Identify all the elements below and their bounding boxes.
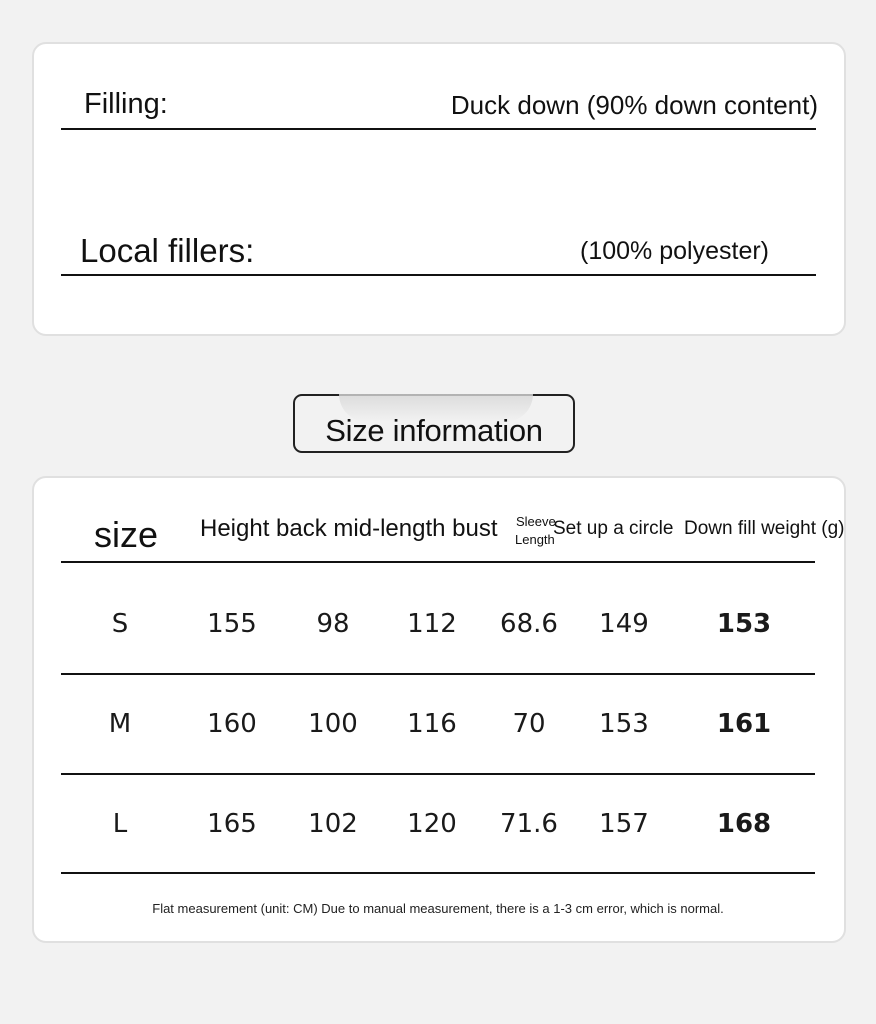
row-m-rule [61, 773, 815, 775]
filling-value: Duck down (90% down content) [450, 90, 818, 120]
row-s-bust: 112 [407, 609, 457, 639]
header-measurements: Height back mid-length bust [200, 515, 498, 542]
row-s-rule [61, 673, 815, 675]
row-l-bust: 120 [407, 809, 457, 839]
row-l-size: L [112, 809, 128, 839]
filling-label: Filling: [84, 88, 168, 120]
header-rule [61, 561, 815, 563]
materials-card [32, 42, 846, 336]
row-m-circle: 153 [599, 709, 649, 739]
row-m-bust: 116 [407, 709, 457, 739]
row-m-sleeve: 70 [512, 709, 546, 739]
measurement-note: Flat measurement (unit: CM) Due to manual measurement, there is a 1-3 cm error, which is normal. [152, 901, 724, 916]
row-s-down: 153 [716, 609, 772, 639]
local-fillers-value: (100% polyester) [580, 237, 769, 265]
row-m-height: 160 [207, 709, 257, 739]
filling-rule [61, 128, 816, 130]
row-l-rule [61, 872, 815, 874]
row-s-height: 155 [207, 609, 257, 639]
row-s-circle: 149 [599, 609, 649, 639]
row-s-sleeve: 68.6 [500, 609, 558, 639]
row-l-down: 168 [716, 809, 772, 839]
header-size: size [94, 514, 159, 555]
row-l-sleeve: 71.6 [500, 809, 558, 839]
row-l-back: 102 [308, 809, 358, 839]
row-m-down: 161 [716, 709, 772, 739]
row-m-size: M [108, 709, 132, 739]
header-sleeve-line2: Length [515, 532, 555, 547]
header-circle: Set up a circle [553, 518, 674, 539]
local-fillers-rule [61, 274, 816, 276]
header-down-weight: Down fill weight (g) [684, 518, 845, 539]
row-m-back: 100 [308, 709, 358, 739]
size-information-title: Size information [325, 412, 543, 448]
header-sleeve-line1: Sleeve [516, 514, 556, 529]
row-l-circle: 157 [599, 809, 649, 839]
local-fillers-label: Local fillers: [80, 232, 255, 269]
row-l-height: 165 [207, 809, 257, 839]
size-information-tab [293, 394, 575, 453]
row-s-back: 98 [316, 609, 350, 639]
row-s-size: S [111, 609, 129, 639]
